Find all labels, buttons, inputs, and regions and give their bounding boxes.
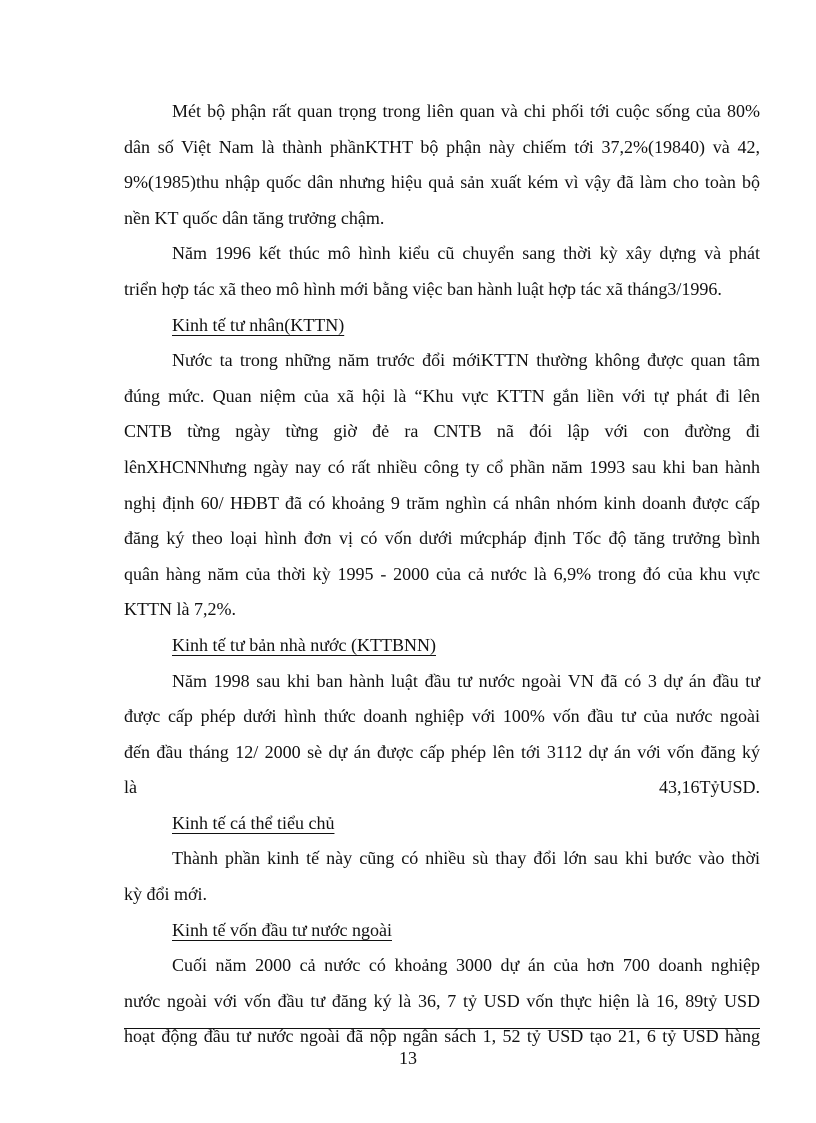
heading-text: Kinh tế tư bản nhà nước (KTTBNN) (172, 634, 436, 655)
paragraph-line: nền KT quốc dân tăng trưởng chậm. (124, 207, 385, 228)
page-number: 13 (399, 1048, 417, 1068)
paragraph-line: nước ngoài với vốn đầu tư đăng ký là 36, 7 tỷ USD vốn thực hiện là 16, 89tỷ USD (124, 990, 760, 1011)
paragraph-line: quân hàng năm của thời kỳ 1995 - 2000 của cả nước là 6,9% trong đó của khu vực (124, 563, 760, 584)
paragraph-line: đến đầu tháng 12/ 2000 sè dự án được cấp phép lên tới 3112 dự án với vốn đăng ký (124, 741, 760, 762)
paragraph-line: 9%(1985)thu nhập quốc dân nhưng hiệu quả sản xuất kém vì vậy đã làm cho toàn bộ (124, 172, 760, 193)
heading-text: Kinh tế vốn đầu tư nước ngoài (172, 919, 392, 940)
paragraph-line: đăng ký theo loại hình đơn vị có vốn dưới mứcpháp định Tốc độ tăng trưởng bình (124, 528, 760, 549)
paragraph-line: nghị định 60/ HĐBT đã có khoảng 9 trăm nghìn cá nhân nhóm kinh doanh được cấp (124, 492, 760, 513)
paragraph-line: dân số Việt Nam là thành phầnKTHT bộ phận này chiếm tới 37,2%(19840) và 42, (124, 136, 760, 157)
section-heading (124, 806, 760, 842)
paragraph-line: CNTB từng ngày từng giờ đẻ ra CNTB nã đói lập với con đường đi (124, 421, 760, 442)
paragraph-line: Năm 1998 sau khi ban hành luật đầu tư nước ngoài VN đã có 3 dự án đầu tư (172, 670, 760, 691)
paragraph-line: lênXHCNNhưng ngày nay có rất nhiều công ty cổ phần năm 1993 sau khi ban hành (124, 456, 760, 477)
section-heading (124, 628, 760, 664)
paragraph-line: Mét bộ phận rất quan trọng trong liên quan và chi phối tới cuộc sống của 80% (172, 101, 760, 121)
line-start-text: là (124, 777, 137, 798)
paragraph-line (124, 770, 760, 806)
paragraph-line: triển hợp tác xã theo mô hình mới bằng việc ban hành luật hợp tác xã tháng3/1996. (124, 278, 722, 299)
paragraph-line: hoạt động đầu tư nước ngoài đã nộp ngân sách 1, 52 tỷ USD tạo 21, 6 tỷ USD hàng (124, 1026, 760, 1047)
paragraph-line: Nước ta trong những năm trước đổi mớiKTTN thường không được quan tâm (172, 350, 760, 371)
paragraph-line: Cuối năm 2000 cả nước có khoảng 3000 dự án của hơn 700 doanh nghiệp (172, 955, 760, 976)
paragraph-line: KTTN là 7,2%. (124, 599, 236, 620)
section-heading (124, 308, 760, 344)
paragraph-line: Thành phần kinh tế này cũng có nhiều sù thay đổi lớn sau khi bước vào thời (172, 848, 760, 869)
paragraph-line: Năm 1996 kết thúc mô hình kiểu cũ chuyển sang thời kỳ xây dựng và phát (172, 243, 760, 264)
paragraph-line: kỳ đổi mới. (124, 884, 208, 905)
heading-text: Kinh tế cá thể tiểu chủ (172, 812, 335, 833)
paragraph-line: đúng mức. Quan niệm của xã hội là “Khu vực KTTN gắn liền với tự phát đi lên (124, 385, 760, 406)
paragraph-line: được cấp phép dưới hình thức doanh nghiệp với 100% vốn đầu tư của nước ngoài (124, 706, 760, 727)
heading-text: Kinh tế tư nhân(KTTN) (172, 314, 345, 335)
document-body (124, 94, 760, 1055)
section-heading (124, 913, 760, 949)
line-end-text: 43,16TỷUSD. (658, 777, 760, 798)
footer-divider (124, 1028, 760, 1029)
